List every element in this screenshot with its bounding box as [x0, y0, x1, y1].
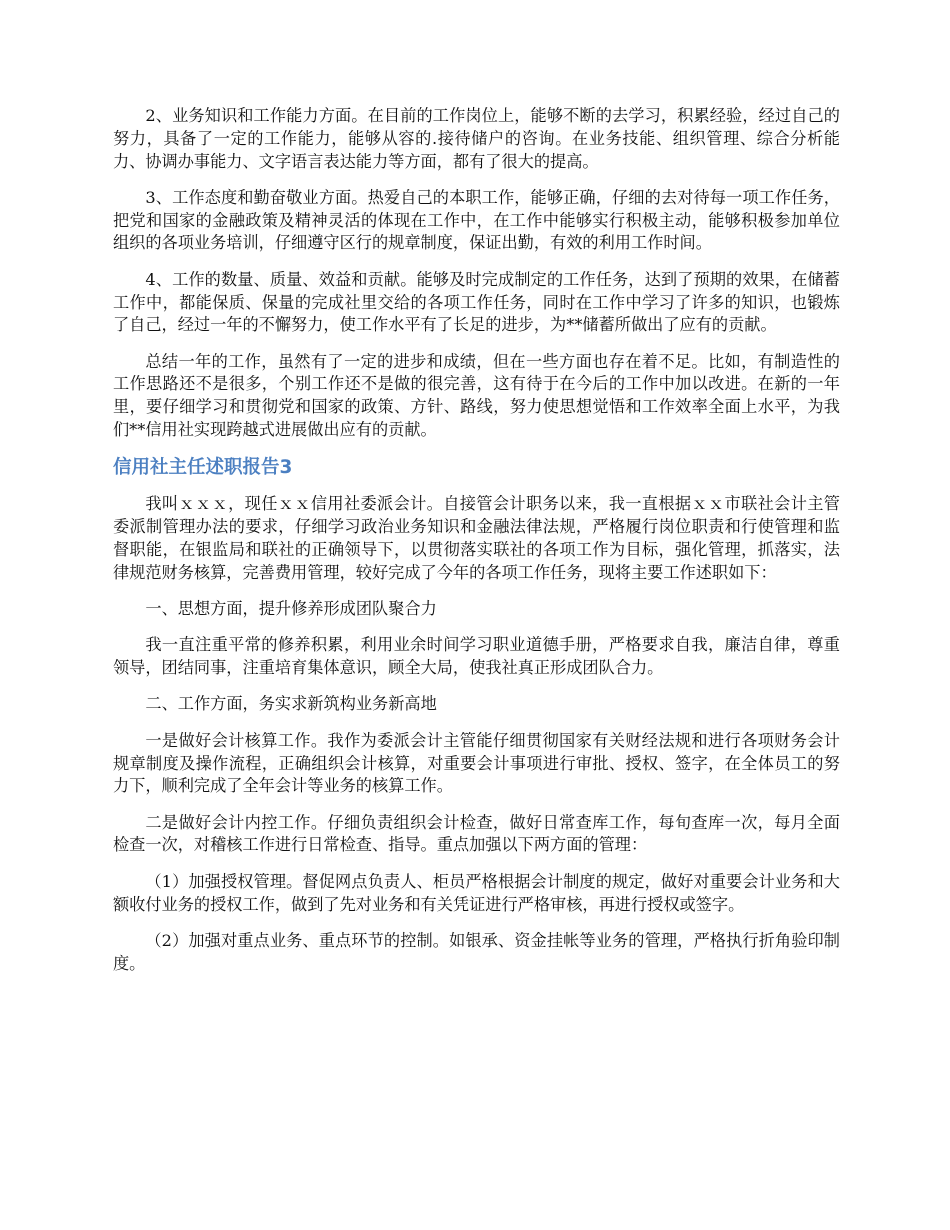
paragraph: 3、工作态度和勤奋敬业方面。热爱自己的本职工作，能够正确，仔细的去对待每一项工作任务，把党和国家的金融政策及精神灵活的体现在工作中，在工作中能够实行积极主动，能够积极参加单位组织的各项业务培训，仔细遵守区行的规章制度，保证出勤，有效的利用工作时间。	[113, 187, 840, 253]
paragraph: 2、业务知识和工作能力方面。在目前的工作岗位上，能够不断的去学习，积累经验，经过自己的努力，具备了一定的工作能力，能够从容的.接待储户的咨询。在业务技能、组织管理、综合分析能力、协调办事能力、文字语言表达能力等方面，都有了很大的提高。	[113, 106, 840, 171]
subheading-paragraph: 一、思想方面，提升修养形成团队聚合力	[145, 599, 437, 619]
section-heading: 信用社主任述职报告3	[113, 457, 293, 479]
paragraph: 我叫ｘｘｘ，现任ｘｘ信用社委派会计。自接管会计职务以来，我一直根据ｘｘ市联社会计主管委派制管理办法的要求，仔细学习政治业务知识和金融法律法规，严格履行岗位职责和行使管理和监督职能，在银监局和联社的正确领导下，以贯彻落实联社的各项工作为目标，强化管理，抓落实，法律规范财务核算，完善费用管理，较好完成了今年的各项工作任务，现将主要工作述职如下：	[113, 494, 840, 582]
list-item-paragraph: （1）加强授权管理。督促网点负责人、柜员严格根据会计制度的规定，做好对重要会计业务和大额收付业务的授权工作，做到了先对业务和有关凭证进行严格审核，再进行授权或签字。	[113, 871, 840, 914]
paragraph: 4、工作的数量、质量、效益和贡献。能够及时完成制定的工作任务，达到了预期的效果，在储蓄工作中，都能保质、保量的完成社里交给的各项工作任务，同时在工作中学习了许多的知识，也锻炼了自己，经过一年的不懈努力，使工作水平有了长足的进步，为**储蓄所做出了应有的贡献。	[113, 269, 840, 335]
paragraph: 总结一年的工作，虽然有了一定的进步和成绩，但在一些方面也存在着不足。比如，有制造性的工作思路还不是很多，个别工作还不是做的很完善，这有待于在今后的工作中加以改进。在新的一年里，要仔细学习和贯彻党和国家的政策、方针、路线，努力使思想觉悟和工作效率全面上水平，为我们**信用社实现跨越式进展做出应有的贡献。	[113, 351, 840, 440]
document-page	[113, 105, 840, 989]
paragraph: 一是做好会计核算工作。我作为委派会计主管能仔细贯彻国家有关财经法规和进行各项财务会计规章制度及操作流程，正确组织会计核算，对重要会计事项进行审批、授权、签字，在全体员工的努力下，顺利完成了全年会计等业务的核算工作。	[113, 730, 840, 796]
paragraph: 二是做好会计内控工作。仔细负责组织会计检查，做好日常查库工作，每旬查库一次，每月全面检查一次，对稽核工作进行日常检查、指导。重点加强以下两方面的管理：	[113, 812, 840, 855]
list-item-paragraph: （2）加强对重点业务、重点环节的控制。如银承、资金挂帐等业务的管理，严格执行折角验印制度。	[113, 930, 840, 973]
subheading-paragraph: 二、工作方面，务实求新筑构业务新高地	[145, 694, 437, 714]
paragraph: 我一直注重平常的修养积累，利用业余时间学习职业道德手册，严格要求自我，廉洁自律，尊重领导，团结同事，注重培育集体意识，顾全大局，使我社真正形成团队合力。	[113, 635, 840, 678]
